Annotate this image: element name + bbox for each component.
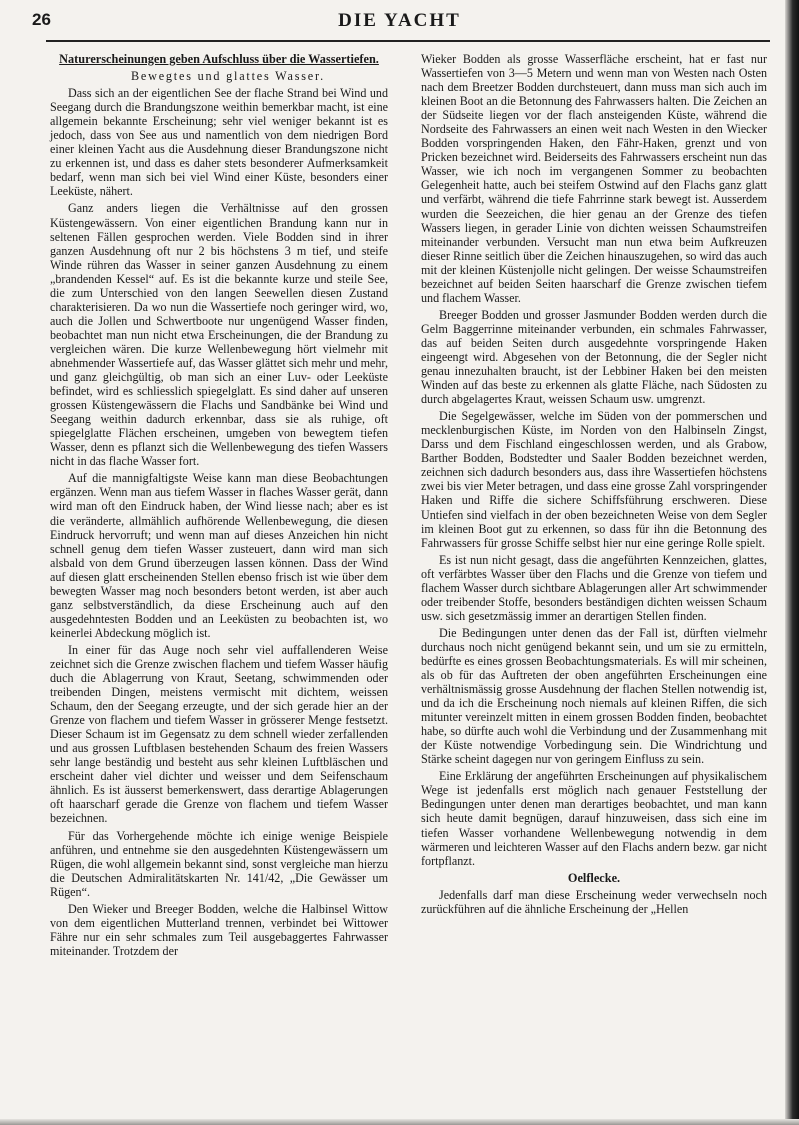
paragraph: Dass sich an der eigentlichen See der flache Strand bei Wind und Seegang durch die Brandungszone weithin bemerkbar macht, ist eine allgemein bekannte Erscheinung; sehr viel weniger bekannt ist es jedoch, dass von See aus und namentlich von dem niedrigen Bord einer kleinen Yacht aus die Ausdehnung dieser Brandungszone nicht zu erkennen ist, und dass es daher stets besonderer Aufmerksamkeit bedarf, wenn man sich bei viel Wind einer Küste, besonders einer Leeküste, nähert. xyxy=(50,86,388,199)
scan-edge-right xyxy=(785,0,799,1125)
paragraph: In einer für das Auge noch sehr viel auffallenderen Weise zeichnet sich die Grenze zwischen flachem und tiefem Wasser häufig duch die Ablagerrung von Kraut, Seetang, schwimmenden oder treibenden Dingen, meistens vermischt mit dichtem, weissen Schaum, den der Seegang erzeugte, und der sich gerade hier an der Grenze von flachem und tiefem Wasser in grösserer Menge festsetzt. Dieser Schaum ist im Gegensatz zu dem schnell wieder zerfallenden und aus grossen Luftblasen bestehenden Schaum des freien Wassers sehr lange beständig und besteht aus sehr kleinen Luftbläschen und erscheint daher viel dichter und weisser und dem Seifenschaum ähnlich. Es ist äusserst bemerkenswert, dass derartige Ablagerungen oft haarscharf gerade die Grenze von flachem und tiefem Wasser bezeichnen. xyxy=(50,642,388,826)
paragraph: Es ist nun nicht gesagt, dass die angeführten Kennzeichen, glattes, oft verfärbtes Wasser über den Flachs und die Grenze von tiefem und flachem Wasser durch sichtbare Ablagerungen aller Art schwimmender oder treibender Stoffe, besonders beständigen dichten weissen Schaum usw. sich gesetzmässig immer an derartigen Stellen finden. xyxy=(421,552,767,623)
subsection-title: Bewegtes und glattes Wasser. xyxy=(130,69,326,84)
paragraph: Eine Erklärung der angeführten Erscheinungen auf physikalischem Wege ist jedenfalls erst möglich nach genauer Feststellung der Bedingungen unter denen man derartiges beobachtet, und man kann sich heute damit begnügen, darauf hinzuweisen, dass sich eine im tiefen Wasser vorhandene Wellenbewegung notwendig in dem wärmeren und leichteren Wasser auf den Flachs andern bezw. gar nicht fortpflanzt. xyxy=(421,769,767,868)
right-column xyxy=(421,52,767,916)
paragraph: Jedenfalls darf man diese Erscheinung weder verwechseln noch zurückführen auf die ähnliche Erscheinung der „Hellen xyxy=(421,887,767,916)
paragraph: Den Wieker und Breeger Bodden, welche die Halbinsel Wittow von dem eigentlichen Mutterland trennen, verbindet bei Wittower Fähre nur ein sehr schmales zum Teil ausgebaggertes Fahrwasser miteinander. Trotzdem der xyxy=(50,901,388,958)
paragraph: Die Segelgewässer, welche im Süden von der pommerschen und mecklenburgischen Küste, im Norden von den Halbinseln Zingst, Darss und dem Fischland eingeschlossen werden, und als Grabow, Barther Bodden, Bodstedter und Saaler Bodden bezeichnet werden, zeichnen sich dadurch besonders aus, dass ihre Wassertiefen höchstens zwei bis vier Meter betragen, und dass eine grosse Zahl vorspringender Haken und Riffe die sichere Schiffsführung erschweren. Diese Untiefen sind vielfach in der oben bezeichneten Weise von dem Segler im kleinen Boot gut zu erkennen, so dass für ihn die Betonnung des Fahrwassers für grosse Schiffe selbst hier nur eine geringe Rolle spielt. xyxy=(421,409,767,550)
left-column xyxy=(50,52,388,958)
paragraph: Auf die mannigfaltigste Weise kann man diese Beobachtungen ergänzen. Wenn man aus tiefem Wasser in flaches Wasser gerät, dann wird man oft den Eindruck haben, der Wind liesse nach; aber es ist die veränderte, allmählich aufhörende Wellenbewegung, die diesen Eindruck hervorruft; und wenn man auf dieses Anzeichen hin nicht schnell genug dem tiefen Wasser zusteuert, dann wird man sich alsbald von dem Grund überzeugen lassen können. Dass der Wind auf diesen glatt erscheinenden Stellen ebenso frisch ist wie über dem bewegten Wasser mag noch besonders betont werden, ist aber auch ganz selbstverständlich, da diese Erscheinung auch auf den ausgedehntesten Bodden und an Leeküsten zu beobachten ist, wo keinerlei Abdeckung möglich ist. xyxy=(50,471,388,640)
page-number: 26 xyxy=(32,10,51,29)
paragraph: Ganz anders liegen die Verhältnisse auf den grossen Küstengewässern. Von einer eigentlichen Brandung kann nur in seltenen Fällen gesprochen werden. Viele Bodden sind in ihrer ganzen Ausdehnung oft nur 2 bis höchstens 3 m tief, und steife Winde rühren das Wasser in seiner ganzen Ausdehnung zu einem „brandenden Kessel“ auf. Es ist die bekannte kurze und steile See, die zum Unterschied von den langen Seewellen diesen Zustand charakterisieren. Da wo nun die Wassertiefe noch geringer wird, wo, auch die Jollen und Schwertboote nur ungenügend Wasser finden, beobachtet man nun nicht etwa Erscheinungen, die der Brandung zu vergleichen wären. Die kurze Wellenbewegung hört vielmehr mit abnehmender Wassertiefe auf, das Wasser glättet sich mehr und mehr, und ganz gleichgültig, ob man sich an einer Luv- oder Leeküste befindet, wird es schliesslich spiegelglatt. Es sind daher auf unseren grossen Küstengewässern die Flachs und Sandbänke bei Wind und Seegang weithin dadurch erkennbar, dass sie als ruhige, oft spiegelglatte Flächen erscheinen, umgeben von bewegtem tiefen Wasser, denn es pflanzt sich die Wellenbewegung des tiefen Wassers nicht in das flache Wasser fort. xyxy=(50,201,388,469)
section-title: Naturerscheinungen geben Aufschluss über die Wassertiefen. xyxy=(59,52,379,66)
header-rule xyxy=(46,40,770,42)
running-title: DIE YACHT xyxy=(338,10,461,31)
paragraph: Für das Vorhergehende möchte ich einige wenige Beispiele anführen, und entnehme sie den ausgedehnten Küstengewässern um Rügen, die wohl allgemein bekannt sind, sonst vergleiche man hierzu die Deutschen Admiralitätskarten Nr. 141/42, „Die Gewässer um Rügen“. xyxy=(50,828,388,899)
paragraph: Breeger Bodden und grosser Jasmunder Bodden werden durch die Gelm Baggerrinne miteinander verbunden, ein schmales Fahrwasser, das auf beiden Seiten durch ausgedehnte vorspringende Haken eingeengt wird. Abgesehen von der Betonnung, die der Segler nicht genau innezuhalten braucht, ist der Lebbiner Haken bei den meisten Winden auf das beste zu erkennen als glatte Fläche, nach Südosten zu durch abgelagertes Kraut, weissen Schaum usw. umgrenzt. xyxy=(421,307,767,407)
scan-edge-bottom xyxy=(0,1119,799,1125)
section-title: Oelflecke. xyxy=(567,870,621,885)
paragraph: Die Bedingungen unter denen das der Fall ist, dürften vielmehr durchaus noch nicht genügend bekannt sein, und um sie zu ermitteln, bedürfte es eines grossen Beobachtungsmaterials. Es will mir scheinen, als ob für das Auftreten der oben angeführten Erscheinungen eine verhältnismässig grosse Ausdehnung der flachen Stellen notwendig ist, und da ich die Erscheinung noch niemals auf kleinen Riffen, die sich mitunter vereinzelt mitten in einem grossen Bodden finden, beobachtet habe, so dürfte auch wohl die Verbindung und der Zusammenhang mit der Küste notwendige Vorbedingung sein. Die Windrichtung und Stärke scheint dagegen nur von geringem Einfluss zu sein. xyxy=(421,625,767,767)
paragraph: Wieker Bodden als grosse Wasserfläche erscheint, hat er fast nur Wassertiefen von 3—5 Metern und wenn man von Westen nach Osten nach dem Breetzer Bodden durchsteuert, dann muss man sich auch im kleinen Boot an die Betonnung des Fahrwassers halten. Die Zeichen an der Südseite liegen vor der flach ansteigenden Küste, während die Nordseite des Fahrwassers an einen weit nach Westen in den Wiecker Bodden vorspringenden Haken, den Fähr-Haken, grenzt und von Pricken bezeichnet wird. Beiderseits des Fahrwassers erscheint nun das Wasser, wie ich noch im vergangenen Sommer zu beobachten Gelegenheit hatte, auch bei steifem Ostwind auf den Flachs ganz glatt und verfärbt, während die tiefe Fahrrinne stark bewegt ist. Ausserdem wurden die Seezeichen, die hier genau an der Grenze des tiefen Wassers liegen, in gerader Linie von dichten weissen Schaumstreifen miteinander verbunden. Versucht man nun etwa beim Aufkreuzen dieser Rinne seitlich über die Zeichen hinauszugehen, so wird das auch mit der kleinen Küstenjolle nicht gelingen. Der weisse Schaumstreifen bezeichnet auf beiden Seiten haarscharf die Grenze zwischen tiefem und flachem Wasser. xyxy=(421,52,767,305)
